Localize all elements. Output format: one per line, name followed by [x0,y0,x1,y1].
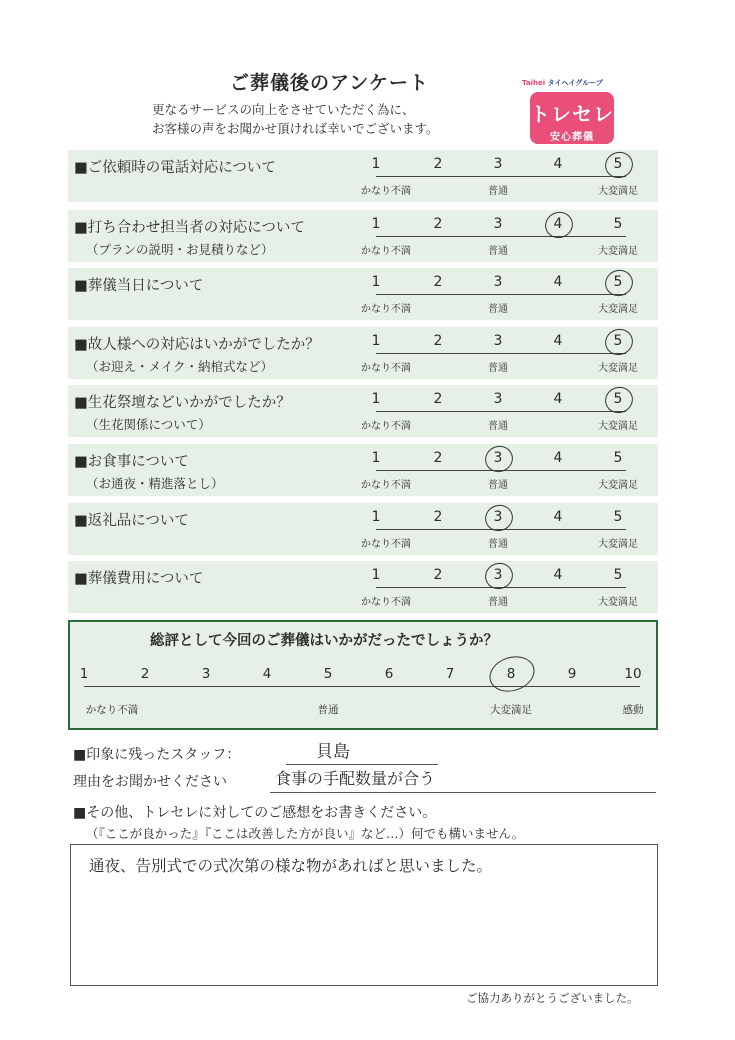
rating-option[interactable]: 5 [613,333,623,349]
scale-anchor-low: かなり不満 [361,186,411,197]
rating-option[interactable]: 5 [613,391,623,407]
reason-field[interactable]: 食事の手配数量が合う [275,769,436,788]
scale-anchor-high: 大変満足 [598,480,638,491]
question-label: ■葬儀費用について [74,571,204,587]
question-row [68,268,658,320]
scale-anchor-mid: 普通 [488,597,508,608]
question-sublabel: （お迎え・メイク・納棺式など） [86,359,274,374]
rating-option[interactable]: 3 [493,509,503,525]
scale-line [376,353,626,354]
rating-scale[interactable] [361,567,638,611]
rating-option[interactable]: 2 [433,274,443,290]
question-label: ■返礼品について [74,513,189,529]
scale-anchor-high: 大変満足 [598,246,638,257]
overall-selected-circle [485,651,539,698]
overall-anchor-label-1: かなり不満 [85,704,139,716]
rating-option[interactable]: 3 [493,156,503,172]
rating-scale[interactable] [361,509,638,553]
comments-label: ■その他、トレセレに対してのご感想をお書きください。 [73,805,437,821]
rating-option[interactable]: 5 [613,509,623,525]
scale-line [376,294,626,295]
overall-question: 総評として今回のご葬儀はいかがだったでしょうか？ [150,633,498,649]
comments-box[interactable] [70,844,658,986]
rating-option[interactable]: 2 [433,509,443,525]
thanks-text: ご協力ありがとうございました。 [466,991,639,1005]
logo-sub-text: 安心葬儀 [550,132,594,143]
rating-option[interactable]: 2 [433,450,443,466]
reason-underline [270,792,656,793]
question-label: ■お食事について [74,454,189,470]
scale-anchor-mid: 普通 [488,539,508,550]
rating-option[interactable]: 1 [371,391,381,407]
overall-option[interactable]: 10 [624,666,642,682]
rating-option[interactable]: 2 [433,333,443,349]
question-sublabel: （お通夜・精進落とし） [86,476,224,491]
staff-label: ■印象に残ったスタッフ： [73,747,241,763]
rating-option[interactable]: 4 [553,567,563,583]
scale-anchor-high: 大変満足 [598,363,638,374]
overall-scale[interactable] [79,666,644,726]
overall-option[interactable]: 9 [567,666,577,682]
rating-option[interactable]: 1 [371,333,381,349]
scale-anchor-mid: 普通 [488,304,508,315]
overall-option[interactable]: 6 [384,666,394,682]
rating-option[interactable]: 1 [371,509,381,525]
rating-option[interactable]: 4 [553,274,563,290]
scale-anchor-high: 大変満足 [598,597,638,608]
scale-anchor-low: かなり不満 [361,421,411,432]
scale-anchor-low: かなり不満 [361,597,411,608]
rating-scale[interactable] [361,274,638,318]
scale-anchor-mid: 普通 [488,246,508,257]
rating-option[interactable]: 5 [613,567,623,583]
rating-option[interactable]: 3 [493,450,503,466]
rating-scale[interactable] [361,391,638,435]
rating-option[interactable]: 1 [371,216,381,232]
brand-logo [522,78,640,144]
comments-text[interactable]: 通夜、告別式での式次第の様な物があればと思いました。 [89,857,493,875]
rating-option[interactable]: 5 [613,216,623,232]
rating-option[interactable]: 1 [371,567,381,583]
overall-scale-line [84,686,640,687]
reason-label: 理由をお聞かせください [73,774,227,790]
rating-option[interactable]: 3 [493,391,503,407]
question-sublabel: （プランの説明・お見積りなど） [86,242,274,257]
scale-anchor-high: 大変満足 [598,304,638,315]
page-title: ご葬儀後のアンケート [230,72,429,94]
question-row [68,561,658,613]
rating-option[interactable]: 5 [613,156,623,172]
rating-option[interactable]: 1 [371,274,381,290]
overall-section [68,620,658,730]
intro-line-2: お客様の声をお聞かせ頂ければ幸いでございます。 [152,121,439,136]
question-row [68,150,658,202]
rating-scale[interactable] [361,333,638,377]
question-row [68,444,658,496]
staff-underline [286,764,438,765]
rating-scale[interactable] [361,156,638,200]
rating-option[interactable]: 1 [371,450,381,466]
scale-anchor-mid: 普通 [488,480,508,491]
rating-option[interactable]: 2 [433,156,443,172]
question-row [68,327,658,379]
rating-option[interactable]: 2 [433,567,443,583]
question-label: ■葬儀当日について [74,278,204,294]
scale-anchor-mid: 普通 [488,421,508,432]
scale-anchor-low: かなり不満 [361,363,411,374]
question-label: ■打ち合わせ担当者の対応について [74,220,305,236]
company-name [522,78,640,88]
scale-anchor-low: かなり不満 [361,539,411,550]
rating-option[interactable]: 4 [553,450,563,466]
scale-anchor-high: 大変満足 [598,186,638,197]
rating-scale[interactable] [361,450,638,494]
rating-option[interactable]: 1 [371,156,381,172]
rating-option[interactable]: 3 [493,216,503,232]
rating-option[interactable]: 4 [553,509,563,525]
rating-option[interactable]: 4 [553,391,563,407]
rating-option[interactable]: 3 [493,567,503,583]
comments-hint: （『ここが良かった』『ここは改善した方が良い』など…）何でも構いません。 [86,826,525,841]
question-sublabel: （生花関係について） [86,417,211,432]
overall-anchor-label-5: 普通 [317,704,339,716]
overall-anchor-label-8: 大変満足 [490,704,532,716]
overall-option[interactable]: 2 [140,666,150,682]
scale-line [376,236,626,237]
scale-anchor-low: かなり不満 [361,246,411,257]
question-label: ■故人様への対応はいかがでしたか？ [74,337,320,353]
scale-anchor-mid: 普通 [488,363,508,374]
scale-line [376,176,626,177]
logo-main-text: トレセレ [530,102,614,126]
rating-option[interactable]: 5 [613,274,623,290]
rating-option[interactable]: 5 [613,450,623,466]
question-row [68,210,658,262]
overall-option[interactable]: 7 [445,666,455,682]
rating-option[interactable]: 2 [433,216,443,232]
rating-option[interactable]: 4 [553,156,563,172]
question-label: ■ご依頼時の電話対応について [74,160,276,176]
company-group: タイヘイグループ [547,79,603,87]
rating-scale[interactable] [361,216,638,260]
scale-line [376,411,626,412]
overall-option[interactable]: 1 [79,666,89,682]
question-row [68,503,658,555]
overall-option[interactable]: 3 [201,666,211,682]
scale-anchor-low: かなり不満 [361,480,411,491]
intro-line-1: 更なるサービスの向上をさせていただく為に、 [152,102,415,117]
rating-option[interactable]: 3 [493,274,503,290]
scale-anchor-mid: 普通 [488,186,508,197]
rating-option[interactable]: 4 [553,333,563,349]
overall-anchor-label-10: 感動 [622,704,644,716]
scale-anchor-high: 大変満足 [598,421,638,432]
company-brand: Taihei [522,79,546,87]
overall-option[interactable]: 4 [262,666,272,682]
overall-option[interactable]: 5 [323,666,333,682]
rating-option[interactable]: 2 [433,391,443,407]
intro-text [152,100,439,138]
scale-anchor-low: かなり不満 [361,304,411,315]
logo-badge [530,92,614,144]
rating-option[interactable]: 4 [553,216,563,232]
staff-name-field[interactable]: 貝島 [316,742,350,762]
rating-option[interactable]: 3 [493,333,503,349]
question-label: ■生花祭壇などいかがでしたか？ [74,395,291,411]
overall-option[interactable]: 8 [506,666,516,682]
question-row [68,385,658,437]
scale-anchor-high: 大変満足 [598,539,638,550]
